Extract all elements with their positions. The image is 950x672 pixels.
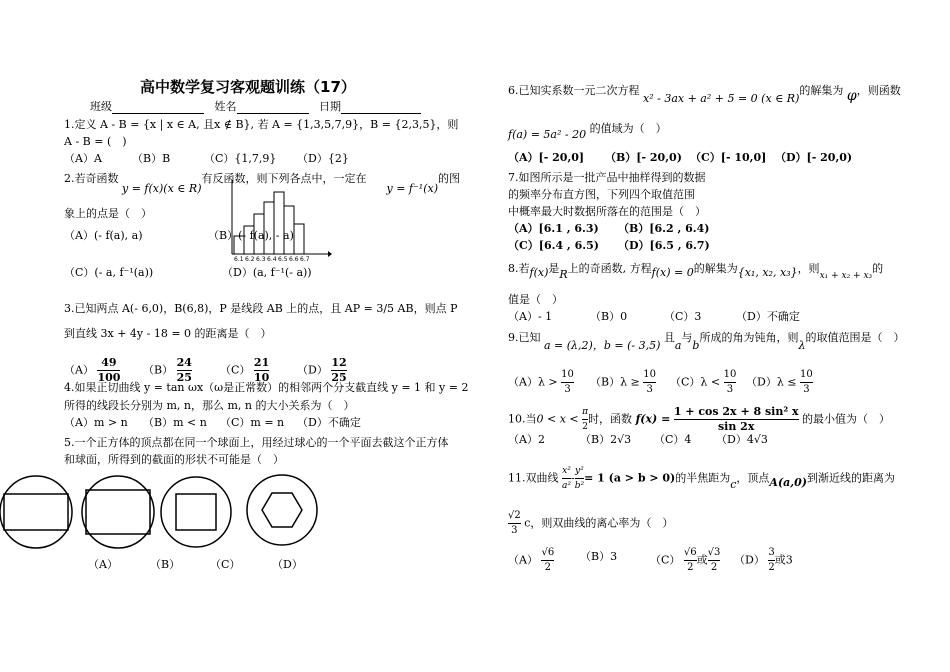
q11-line1: 11.双曲线 $\frac{\text{x²}}{\text{a²}}$ - $\frac{\text{y²}}{\text{b²}}$ = 1 (a > b > 0)的半焦距为c，顶点A(a,0)到渐近线的距离为: [508, 466, 895, 491]
q4-option-c: （C）m = n: [220, 416, 285, 429]
q8-line1: 8.若f(x)是R上的奇函数, 方程f(x) = 0的解集为{x₁, x₂, x₃}，则$_{x_1 + x_2 + x_3}$的: [508, 262, 884, 281]
histogram-bar: [274, 192, 284, 254]
histogram-bar: [284, 206, 294, 254]
q8-line2: 值是（ ）: [508, 293, 563, 306]
q7-line3: 中概率最大时数据所落在的范围是（ ）: [508, 205, 706, 218]
q3-line2: 到直线 3x + 4y - 18 = 0 的距离是（ ）: [64, 327, 272, 340]
q9-option-a: （A）λ > $\frac{10}{3}$: [508, 369, 574, 395]
date-field[interactable]: [341, 102, 421, 114]
info-line: [90, 100, 421, 114]
histogram-tick: 6.2: [245, 256, 255, 263]
q6-line2: f(a) = 5a² - 20 的值域为（ ）: [508, 122, 667, 141]
x-axis-arrow-icon: [328, 251, 332, 257]
date-label: 日期: [319, 100, 341, 113]
name-field[interactable]: [237, 102, 309, 114]
q2-line1: 2.若奇函数 y = f(x)(x ∈ R)有反函数，则下列各点中，一定在y = f⁻¹(x)的图: [64, 172, 460, 195]
q5-label-d: （D）: [272, 558, 303, 571]
q4-option-d: （D）不确定: [297, 416, 361, 429]
histogram-bar: [254, 214, 264, 254]
q5-label-b: （B）: [150, 558, 181, 571]
q8-option-b: （B）0: [590, 310, 628, 323]
cross-section-figures: [0, 474, 320, 554]
q3-option-c: （C） $\frac{21}{10}$: [220, 356, 270, 384]
q4-line1: 4.如果正切曲线 y = tan ωx（ω是正常数）的相邻两个分支截直线 y = 1 和 y = 2: [64, 381, 469, 394]
q10-option-c: （C）4: [654, 433, 692, 446]
q7-line1: 7.如图所示是一批产品中抽样得到的数据: [508, 171, 706, 184]
histogram-tick: 6.1: [234, 256, 244, 263]
q10-line1: 10.当0 < x < $\frac{\pi}{2}$ 时，函数 f(x) = $\frac{\text{1 + cos 2x + 8 sin² x}}{\sin 2x}$ 的最小值为（ ）: [508, 405, 891, 433]
q11-option-d: （D） $\frac{3}{2}$ 或3: [734, 547, 793, 573]
q7-line2: 的频率分布直方图，下列四个取值范围: [508, 188, 695, 201]
q9-option-b: （B）λ ≥ $\frac{10}{3}$: [590, 369, 657, 395]
q6-option-b: （B）[- 20,0): [605, 151, 682, 164]
q1-option-a: （A）A: [64, 152, 102, 165]
q2-option-a: （A）(- f(a), a): [64, 229, 143, 242]
q3-option-a: （A） $\frac{49}{100}$: [64, 356, 121, 384]
q9-line1: 9.已知 a = (λ,2)，b = (- 3,5) 且a与b所成的角为钝角，则λ的取值范围是（ ）: [508, 331, 905, 352]
q5-line1: 5.一个正方体的顶点都在同一个球面上，用经过球心的一个平面去截这个正方体: [64, 436, 449, 449]
q10-option-b: （B）2√3: [580, 433, 632, 446]
q11-option-a: （A） $\frac{√6}{2}$: [508, 547, 555, 573]
histogram-tick: 6.6: [289, 256, 299, 263]
histogram-bar: [244, 226, 254, 254]
q7-option-c: （C）[6.4 , 6.5): [508, 239, 599, 252]
q7-option-a: （A）[6.1 , 6.3): [508, 222, 599, 235]
class-field[interactable]: [112, 102, 204, 114]
sphere-circle-b: [82, 476, 154, 548]
q6-option-a: （A）[- 20,0]: [508, 151, 585, 164]
q10-option-d: （D）4√3: [716, 433, 768, 446]
frequency-histogram: [222, 180, 332, 265]
q9-option-d: （D）λ ≤ $\frac{10}{3}$: [746, 369, 813, 395]
q3-option-d: （D） $\frac{12}{25}$: [297, 356, 347, 384]
q2-option-b: （B）(- f(a), - a): [208, 229, 294, 242]
histogram-tick: 6.5: [278, 256, 288, 263]
q4-line2: 所得的线段长分别为 m, n，那么 m, n 的大小关系为（ ）: [64, 399, 355, 412]
q1-option-b: （B）B: [132, 152, 171, 165]
q3-line1: 3.已知两点 A(- 6,0)，B(6,8)，P 是线段 AB 上的点，且 AP = 3/5 AB，则点 P: [64, 302, 458, 315]
histogram-tick: 6.3: [256, 256, 266, 263]
q1-line1: 1.定义 A - B = {x | x ∈ A, 且x ∉ B}, 若 A = {1,3,5,7,9}，B = {2,3,5}，则: [64, 118, 459, 131]
q1-option-d: （D）{2}: [297, 152, 349, 165]
sphere-circle-a: [0, 476, 72, 548]
q11-line2: $\frac{√2}{3}$ c，则双曲线的离心率为（ ）: [508, 510, 674, 536]
q1-line2: A - B = ( ): [64, 135, 127, 148]
q7-option-b: （B）[6.2 , 6.4): [618, 222, 710, 235]
histogram-tick: 6.4: [267, 256, 277, 263]
q5-label-c: （C）: [210, 558, 241, 571]
q5-line2: 和球面，所得到的截面的形状不可能是（ ）: [64, 453, 284, 466]
q8-option-c: （C）3: [664, 310, 702, 323]
class-label: 班级: [90, 100, 112, 113]
histogram-bar: [294, 224, 304, 254]
name-label: 姓名: [214, 100, 237, 113]
q9-option-c: （C）λ < $\frac{10}{3}$: [670, 369, 737, 395]
q2-option-c: （C）(- a, f⁻¹(a)): [64, 266, 154, 279]
page-title: 高中数学复习客观题训练（17）: [140, 78, 356, 96]
q2-option-d: （D）(a, f⁻¹(- a)): [222, 266, 312, 279]
q3-option-b: （B） $\frac{24}{25}$: [143, 356, 192, 384]
q5-label-a: （A）: [88, 558, 118, 571]
histogram-tick: 6.7: [300, 256, 310, 263]
q6-option-d: （D）[- 20,0): [775, 151, 853, 164]
q4-option-a: （A）m > n: [64, 416, 128, 429]
q7-option-d: （D）[6.5 , 6.7): [618, 239, 710, 252]
q6-line1: 6.已知实系数一元二次方程 x² - 3ax + a² + 5 = 0 (x ∈ R)的解集为 φ，则函数: [508, 84, 901, 105]
rectangle-section-a: [4, 494, 68, 530]
q10-option-a: （A）2: [508, 433, 545, 446]
square-section-c: [176, 494, 216, 530]
histogram-bar: [264, 202, 274, 254]
rectangle-section-b: [86, 490, 150, 534]
q1-option-c: （C）{1,7,9}: [204, 152, 277, 165]
q8-option-a: （A）- 1: [508, 310, 553, 323]
q8-option-d: （D）不确定: [736, 310, 800, 323]
q11-option-c: （C） $\frac{√6}{2}$ 或 $\frac{√3}{2}$: [650, 547, 721, 573]
sphere-circle-d: [247, 475, 317, 545]
q2-line2: 象上的点是（ ）: [64, 207, 152, 220]
hexagon-section-d: [262, 493, 302, 527]
q6-option-c: （C）[- 10,0]: [690, 151, 767, 164]
histogram-bar: [234, 236, 244, 254]
q11-option-b: （B）3: [580, 550, 618, 563]
q4-option-b: （B）m < n: [143, 416, 207, 429]
sphere-circle-c: [161, 477, 231, 547]
